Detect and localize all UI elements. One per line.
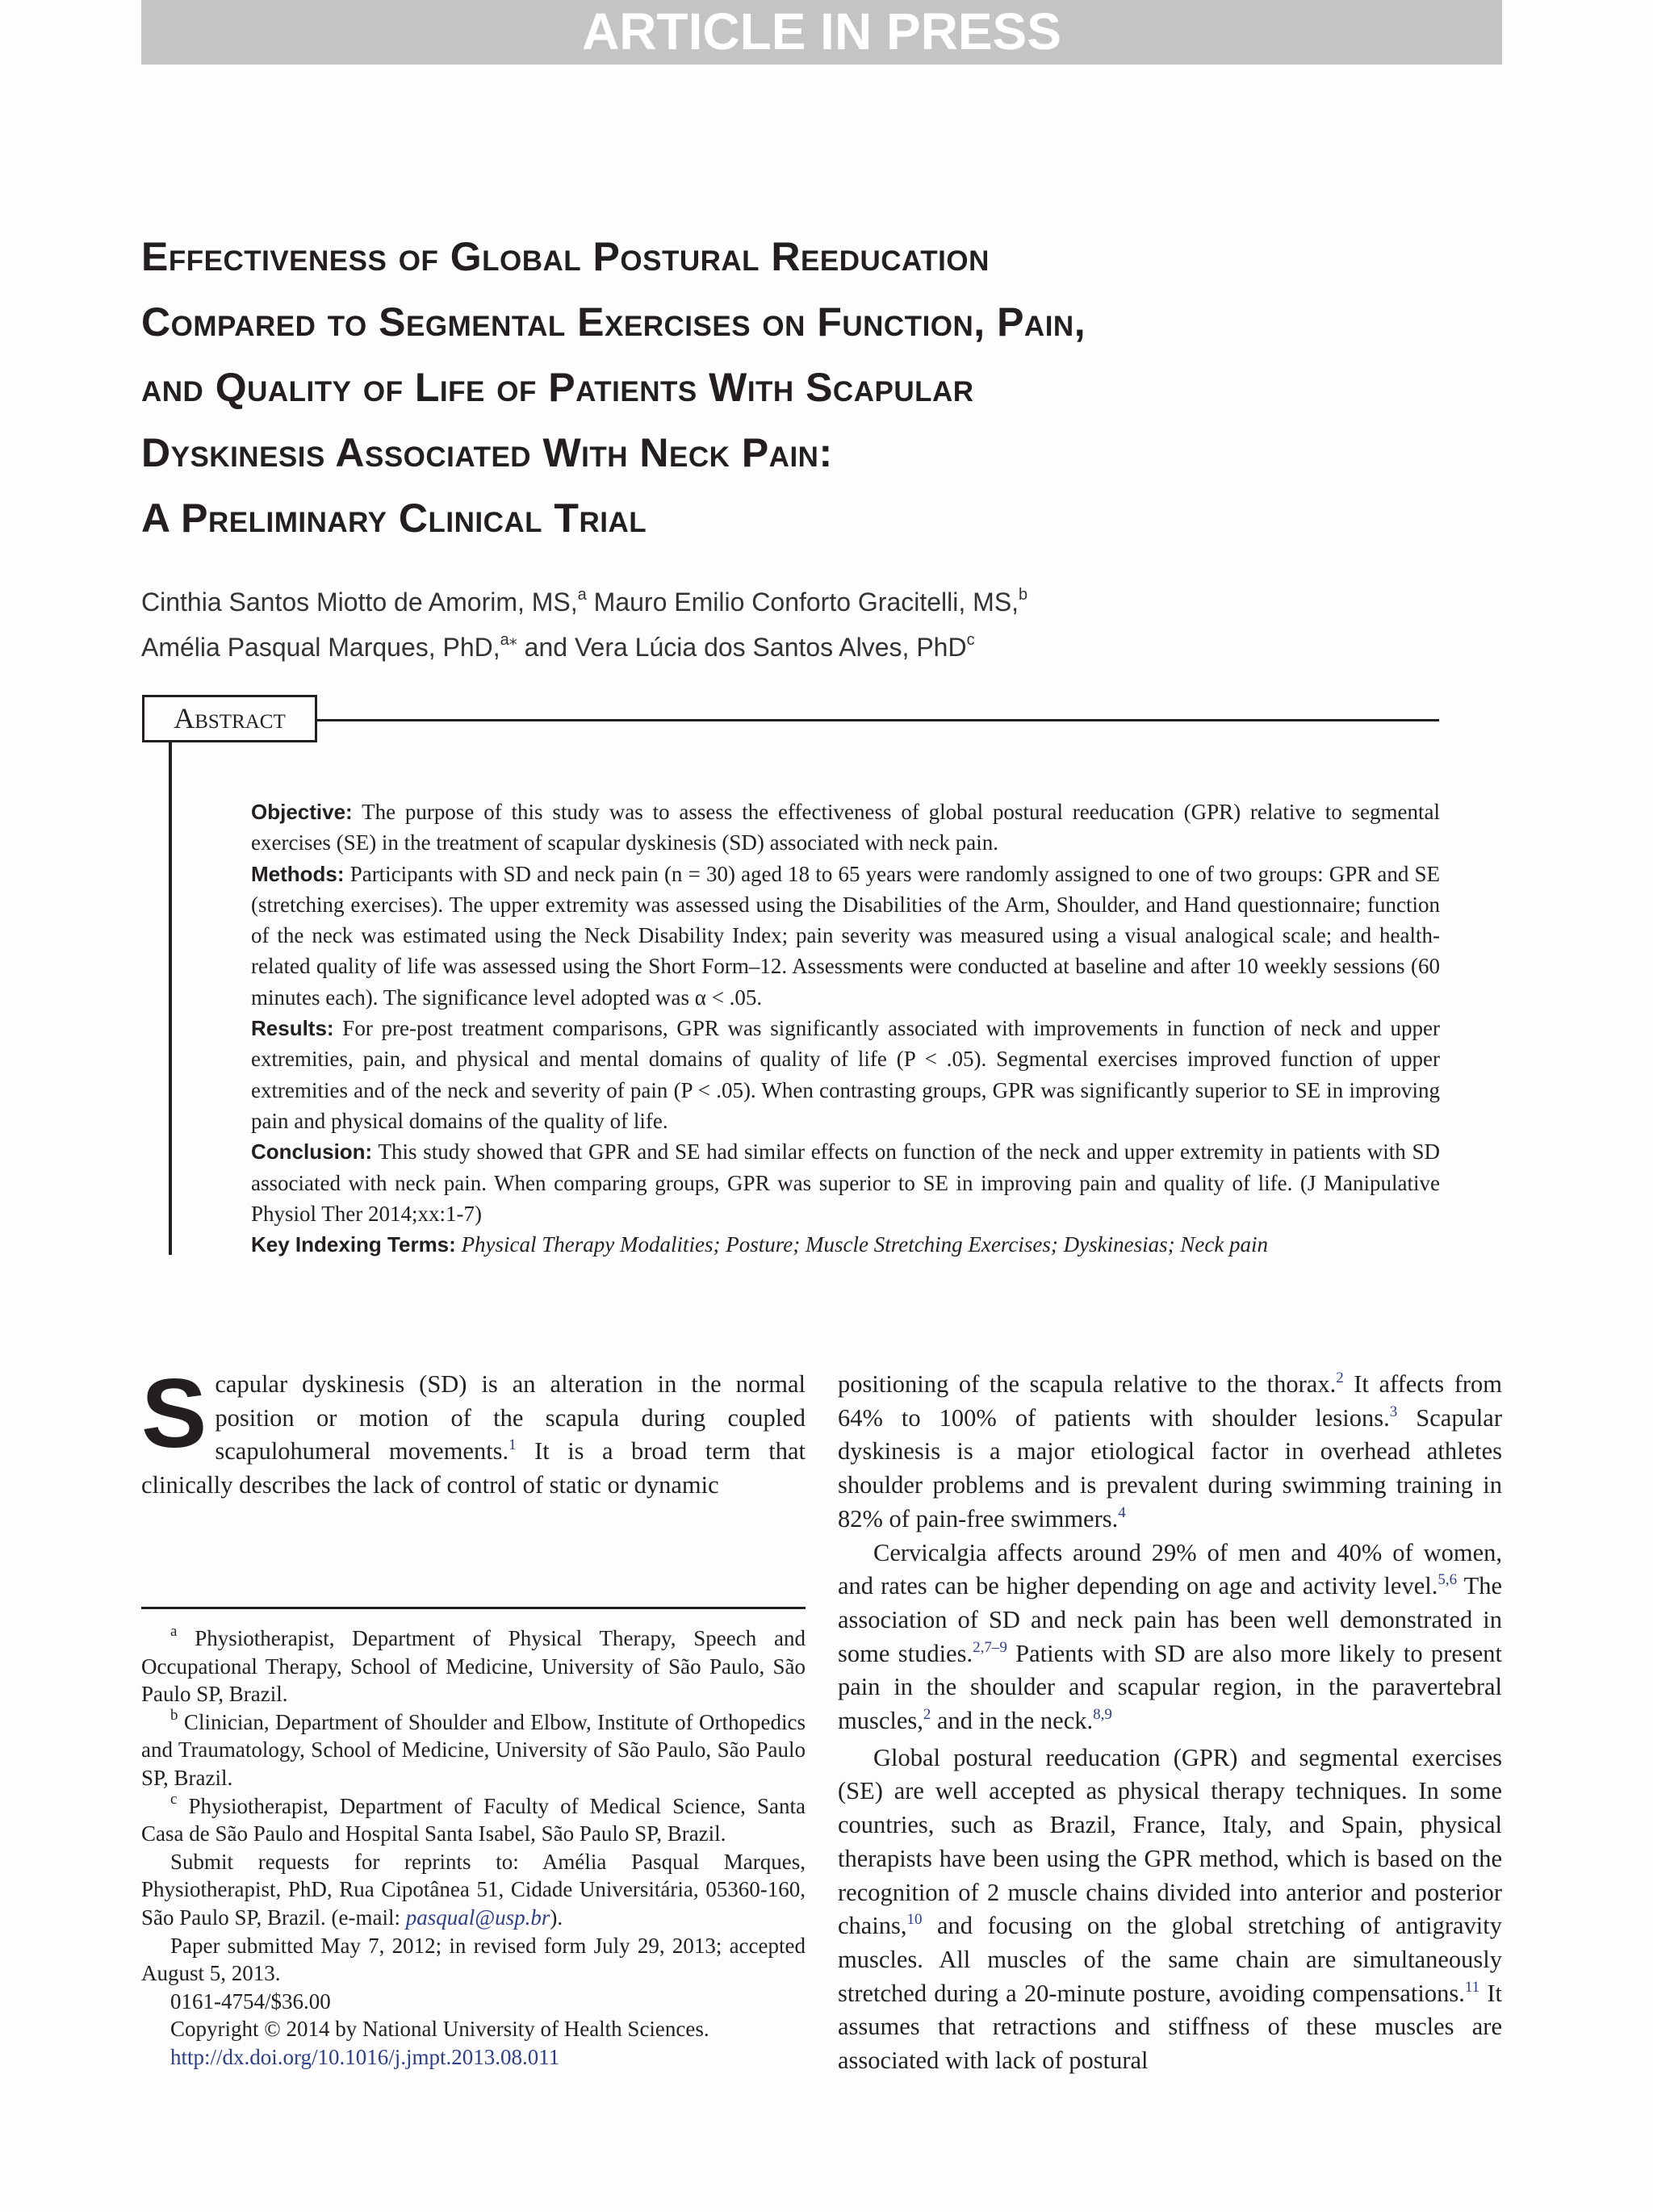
body-column-right bbox=[838, 1368, 1502, 2078]
author-line bbox=[141, 625, 1513, 670]
doi-link[interactable]: http://dx.doi.org/10.1016/j.jmpt.2013.08.011 bbox=[170, 2044, 560, 2069]
footnotes bbox=[141, 1625, 806, 2072]
footnote-copyright: Copyright © 2014 by National University of Health Sciences. bbox=[170, 2017, 709, 2042]
body-paragraph: Cervicalgia affects around 29% of men and 40% of women, and rates can be higher depending on age and activity level.$^{5,6}$ The association of SD and neck pain has been well demonstrated in some studies.$^{2,7-9}$ Patients with SD are also more likely to present pain in the shoulder and scapular region, in the paravertebral muscles,$^2$ and in the neck.$^{8,9}$ bbox=[838, 1538, 1503, 1735]
footnote-affiliation-c: $^c$ Physiotherapist, Department of Faculty of Medical Science, Santa Casa de São Paulo and Hospital Santa Isabel, São Paulo SP, Brazil. bbox=[141, 1790, 806, 1846]
citation-link[interactable]: 4 bbox=[1118, 1503, 1126, 1521]
footnote-affiliation-a: $^a$ Physiotherapist, Department of Physical Therapy, Speech and Occupational Therapy, School of Medicine, University of São Paulo, São Paulo SP, Brazil. bbox=[141, 1623, 806, 1707]
results-text: For pre-post treatment comparisons, GPR was significantly associated with improvements in function of neck and upper extremities, pain, and physical and mental domains of quality of life (P < .05). Segmental exercises improved function of upper extremities and of the neck and severity of pain (P < .05). When contrasting groups, GPR was significantly superior to SE in improving pain and physical domains of the quality of life. bbox=[251, 1016, 1441, 1133]
abstract-keywords bbox=[251, 1229, 1440, 1260]
conclusion-text: This study showed that GPR and SE had similar effects on function of the neck and upper extremity in patients with SD associated with neck pain. When comparing groups, GPR was superior to SE in improving pain and quality of life. (J Manipulative Physiol Ther 2014;xx:1-7) bbox=[251, 1139, 1440, 1226]
citation-link[interactable]: 2 bbox=[1336, 1369, 1344, 1386]
footnote-reprints: Submit requests for reprints to: Amélia Pasqual Marques, Physiotherapist, PhD, Rua Cipotânea 51, Cidade Universitária, 05360-160, São Paulo SP, Brazil. (e-mail: pasqual@usp.br). bbox=[141, 1849, 806, 1930]
methods-text: Participants with SD and neck pain (n = 30) aged 18 to 65 years were randomly assigned to one of two groups: GPR and SE (stretching exercises). The upper extremity was assessed using the Disabilities of the Arm, Shoulder, and Hand questionnaire; function of the neck was estimated using the Neck Disability Index; pain severity was measured using a visual analogical scale; and health-related quality of life was assessed using the Short Form–12. Assessments were conducted at baseline and after 10 weekly sessions (60 minutes each). The significance level adopted was α < .05. bbox=[251, 861, 1440, 1010]
body-paragraph: Scapular dyskinesis (SD) is an alteration in the normal position or motion of the scapula during coupled scapulohumeral movements.$^1$ It is a broad term that clinically describes the lack of control of static or dynamic bbox=[141, 1358, 806, 1499]
citation-link[interactable]: 3 bbox=[1389, 1403, 1398, 1420]
citation-link[interactable]: 2 bbox=[923, 1706, 931, 1724]
citation-link[interactable]: 10 bbox=[906, 1911, 923, 1929]
body-paragraph: Global postural reeducation (GPR) and segmental exercises (SE) are well accepted as physical therapy techniques. In some countries, such as Brazil, France, Italy, and Spain, physical therapists have been using the GPR method, which is based on the recognition of 2 muscle chains divided into anterior and posterior chains,$^{10}$ and focusing on the global stretching of antigravity muscles. All muscles of the same chain are simultaneously stretched during a 20-minute posture, avoiding compensations.$^{11}$ It assumes that retractions and stiffness of these muscles are associated with lack of postural bbox=[838, 1743, 1502, 2075]
citation-link[interactable]: 5,6 bbox=[1437, 1571, 1458, 1589]
email-link[interactable]: pasqual@usp.br bbox=[405, 1905, 550, 1930]
objective-label: Objective: bbox=[251, 800, 353, 824]
citation-link[interactable]: 1 bbox=[508, 1436, 517, 1454]
article-title bbox=[141, 224, 1513, 551]
keywords-label: Key Indexing Terms: bbox=[251, 1232, 456, 1257]
title-line: and Quality of Life of Patients With Scapular bbox=[141, 365, 974, 410]
results-label: Results: bbox=[251, 1016, 334, 1041]
corresponding-author-mark: ⁎ bbox=[508, 631, 517, 649]
abstract-methods bbox=[251, 859, 1440, 1013]
citation-link[interactable]: 8,9 bbox=[1093, 1706, 1112, 1724]
affiliation-mark: b bbox=[1019, 586, 1028, 604]
footnote-affiliation-b: $^b$ Clinician, Department of Shoulder and Elbow, Institute of Orthopedics and Traumatology, School of Medicine, University of São Paulo, São Paulo SP, Brazil. bbox=[141, 1706, 806, 1790]
body-paragraph: positioning of the scapula relative to the thorax.$^2$ It affects from 64% to 100% of patients with shoulder lesions.$^3$ Scapular dyskinesis is a major etiological factor in overhead athletes shoulder problems and is prevalent during swimming training in 82% of pain-free swimmers.$^4$ bbox=[838, 1369, 1503, 1533]
author-name: and Vera Lúcia dos Santos Alves, PhD bbox=[524, 633, 967, 662]
abstract-body bbox=[251, 797, 1440, 1260]
footnote-issn: 0161-4754/$36.00 bbox=[170, 1988, 331, 2013]
body-column-left bbox=[141, 1358, 806, 1503]
title-line: Compared to Segmental Exercises on Function, Pain, bbox=[141, 299, 1086, 345]
footnote-submitted: Paper submitted May 7, 2012; in revised form July 29, 2013; accepted August 5, 2013. bbox=[141, 1933, 806, 1986]
abstract-conclusion bbox=[251, 1136, 1440, 1229]
affiliation-mark: a⁎ bbox=[500, 631, 517, 649]
conclusion-label: Conclusion: bbox=[251, 1139, 373, 1165]
author-name: Amélia Pasqual Marques, PhD, bbox=[141, 633, 500, 662]
footnote-rule bbox=[141, 1607, 806, 1609]
abstract-rule-vertical bbox=[169, 742, 172, 1255]
drop-cap: S bbox=[141, 1358, 207, 1468]
citation-link[interactable]: 11 bbox=[1464, 1978, 1480, 1996]
author-line bbox=[141, 579, 1513, 625]
abstract-heading: Abstract bbox=[142, 695, 317, 742]
affiliation-mark: a bbox=[577, 586, 587, 604]
keywords-text: Physical Therapy Modalities; Posture; Muscle Stretching Exercises; Dyskinesias; Neck pain bbox=[461, 1232, 1269, 1257]
author-list bbox=[141, 579, 1513, 670]
article-in-press-banner: ARTICLE IN PRESS bbox=[141, 0, 1502, 65]
author-name: Cinthia Santos Miotto de Amorim, MS, bbox=[141, 587, 578, 617]
objective-text: The purpose of this study was to assess the effectiveness of global postural reeducation (GPR) relative to segmental exercises (SE) in the treatment of scapular dyskinesis (SD) associated with neck pain. bbox=[251, 800, 1441, 855]
citation-link[interactable]: 2,7–9 bbox=[973, 1638, 1007, 1656]
title-line: A Preliminary Clinical Trial bbox=[141, 496, 647, 541]
affiliation-mark: c bbox=[966, 631, 975, 649]
abstract-results bbox=[251, 1013, 1440, 1136]
abstract-objective bbox=[251, 797, 1440, 859]
methods-label: Methods: bbox=[251, 861, 345, 886]
footnote-doi bbox=[141, 2043, 806, 2072]
title-line: Dyskinesis Associated With Neck Pain: bbox=[141, 430, 833, 475]
author-name: Mauro Emilio Conforto Gracitelli, MS, bbox=[593, 587, 1019, 617]
abstract-rule-horizontal bbox=[317, 719, 1439, 721]
title-line: Effectiveness of Global Postural Reeducation bbox=[141, 234, 990, 279]
